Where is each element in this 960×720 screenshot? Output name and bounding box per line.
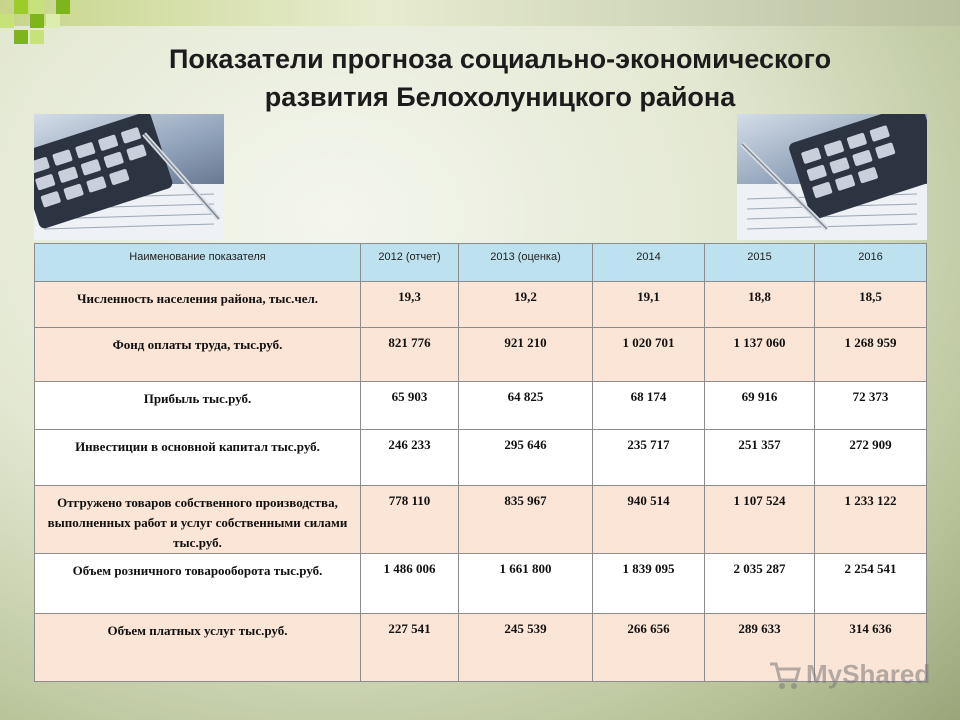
cell-2016: 18,5 (815, 282, 927, 328)
cell-2012: 1 486 006 (361, 554, 459, 614)
forecast-table (34, 243, 927, 682)
decor-square (30, 0, 44, 14)
header-year-2016: 2016 (815, 244, 927, 282)
cell-2016: 272 909 (815, 430, 927, 486)
decor-square (0, 14, 14, 28)
header-indicator-name: Наименование показателя (35, 244, 361, 282)
cell-2013: 64 825 (459, 382, 593, 430)
header-year-2014: 2014 (593, 244, 705, 282)
cell-2014: 235 717 (593, 430, 705, 486)
cell-2012: 65 903 (361, 382, 459, 430)
calculator-photo-right (737, 114, 927, 240)
table-row (35, 554, 927, 614)
table-row (35, 430, 927, 486)
decor-square (30, 14, 44, 28)
title-line-1: Показатели прогноза социально-экономического (168, 44, 832, 74)
decor-square (46, 14, 60, 28)
cell-2015: 289 633 (705, 614, 815, 682)
row-label: Отгружено товаров собственного производства, выполненных работ и услуг собственными силами тыс.руб. (35, 486, 361, 554)
page-title (100, 40, 900, 116)
cell-2016: 72 373 (815, 382, 927, 430)
row-label: Инвестиции в основной капитал тыс.руб. (35, 430, 361, 486)
cell-2014: 940 514 (593, 486, 705, 554)
cell-2012: 246 233 (361, 430, 459, 486)
cell-2012: 19,3 (361, 282, 459, 328)
cell-2015: 2 035 287 (705, 554, 815, 614)
decor-square (14, 0, 28, 14)
cell-2015: 251 357 (705, 430, 815, 486)
watermark-text: MyShared (806, 659, 931, 689)
table-row (35, 282, 927, 328)
header-year-2013: 2013 (оценка) (459, 244, 593, 282)
table-row (35, 382, 927, 430)
cell-2014: 68 174 (593, 382, 705, 430)
cell-2012: 821 776 (361, 328, 459, 382)
cell-2012: 227 541 (361, 614, 459, 682)
row-label: Объем платных услуг тыс.руб. (35, 614, 361, 682)
cell-2014: 266 656 (593, 614, 705, 682)
decor-square (14, 30, 28, 44)
table-row (35, 328, 927, 382)
row-label: Прибыль тыс.руб. (35, 382, 361, 430)
row-label: Фонд оплаты труда, тыс.руб. (35, 328, 361, 382)
cell-2015: 18,8 (705, 282, 815, 328)
cell-2015: 1 107 524 (705, 486, 815, 554)
decor-square (30, 30, 44, 44)
cell-2013: 19,2 (459, 282, 593, 328)
cell-2013: 245 539 (459, 614, 593, 682)
cell-2014: 1 839 095 (593, 554, 705, 614)
decor-square (56, 0, 70, 14)
calculator-photo-left (34, 114, 224, 240)
cell-2012: 778 110 (361, 486, 459, 554)
cell-2013: 921 210 (459, 328, 593, 382)
table-row (35, 486, 927, 554)
cell-2014: 1 020 701 (593, 328, 705, 382)
cell-2016: 1 233 122 (815, 486, 927, 554)
cell-2016: 314 636 (815, 614, 927, 682)
cell-2013: 1 661 800 (459, 554, 593, 614)
header-year-2015: 2015 (705, 244, 815, 282)
cell-2016: 1 268 959 (815, 328, 927, 382)
cell-2016: 2 254 541 (815, 554, 927, 614)
top-decor-bar (0, 0, 960, 26)
title-line-2: развития Белохолуницкого района (264, 82, 736, 112)
cell-2013: 295 646 (459, 430, 593, 486)
cell-2013: 835 967 (459, 486, 593, 554)
row-label: Численность населения района, тыс.чел. (35, 282, 361, 328)
row-label: Объем розничного товарооборота тыс.руб. (35, 554, 361, 614)
cell-2014: 19,1 (593, 282, 705, 328)
cart-logo-icon (768, 660, 802, 690)
table-header-row (35, 244, 927, 282)
header-year-2012: 2012 (отчет) (361, 244, 459, 282)
cell-2015: 1 137 060 (705, 328, 815, 382)
cell-2015: 69 916 (705, 382, 815, 430)
